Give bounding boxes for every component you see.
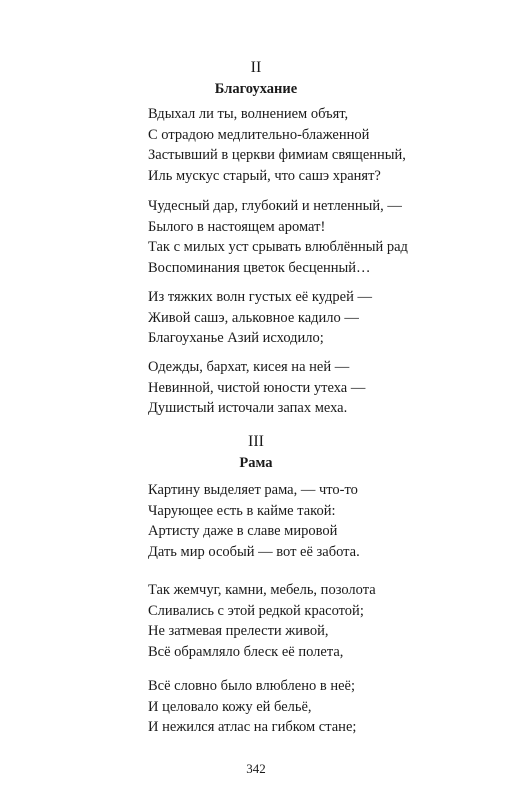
page-number: 342 [246, 761, 266, 776]
verse-line: Всё обрамляло блеск её полета, [148, 644, 344, 661]
stanza [148, 196, 498, 279]
stanza [148, 287, 498, 349]
section-numeral: II [250, 59, 262, 76]
verse-line: Так с милых уст срывать влюблённый рад [148, 239, 408, 256]
verse-line: С отрадою медлительно-блаженной [148, 126, 370, 143]
stanza [148, 480, 498, 563]
verse-line: Застывший в церкви фимиам священный, [148, 147, 406, 164]
verse-line: Вдыхал ли ты, волнением объят, [148, 106, 349, 122]
verse-line: Из тяжких волн густых её кудрей — [148, 289, 372, 305]
verse-line: И нежился атлас на гибком стане; [148, 719, 357, 736]
stanza [148, 104, 498, 187]
verse-line: Всё словно было влюблено в неё; [148, 678, 355, 694]
verse-line: Былого в настоящем аромат! [148, 218, 326, 235]
section-title: Рама [239, 455, 273, 471]
verse-line: Не затмевая прелести живой, [148, 623, 329, 640]
verse-line: Так жемчуг, камни, мебель, позолота [148, 582, 376, 598]
verse-line: Картину выделяет рама, — что-то [148, 482, 358, 498]
verse-line: Воспоминания цветок бесценный… [148, 260, 371, 277]
verse-line: Чарующее есть в кайме такой: [148, 502, 336, 519]
stanza [148, 580, 498, 663]
verse-line: Иль мускус старый, что сашэ хранят? [148, 168, 381, 185]
stanza [148, 676, 498, 738]
verse-line: Душистый источали запах меха. [148, 400, 348, 417]
verse-line: И целовало кожу ей бельё, [148, 698, 312, 715]
verse-line: Одежды, бархат, кисея на ней — [148, 359, 350, 375]
verse-line: Артисту даже в славе мировой [148, 523, 338, 540]
verse-line: Невинной, чистой юности утеха — [148, 379, 366, 396]
verse-line: Сливались с этой редкой красотой; [148, 602, 364, 619]
stanza [148, 357, 498, 419]
verse-line: Дать мир особый — вот её забота. [148, 544, 360, 561]
verse-line: Благоуханье Азий исходило; [148, 330, 324, 347]
section-title: Благоухание [214, 81, 298, 97]
verse-line: Чудесный дар, глубокий и нетленный, — [148, 198, 402, 214]
section-numeral: III [248, 433, 264, 450]
verse-line: Живой сашэ, альковное кадило — [148, 309, 359, 326]
